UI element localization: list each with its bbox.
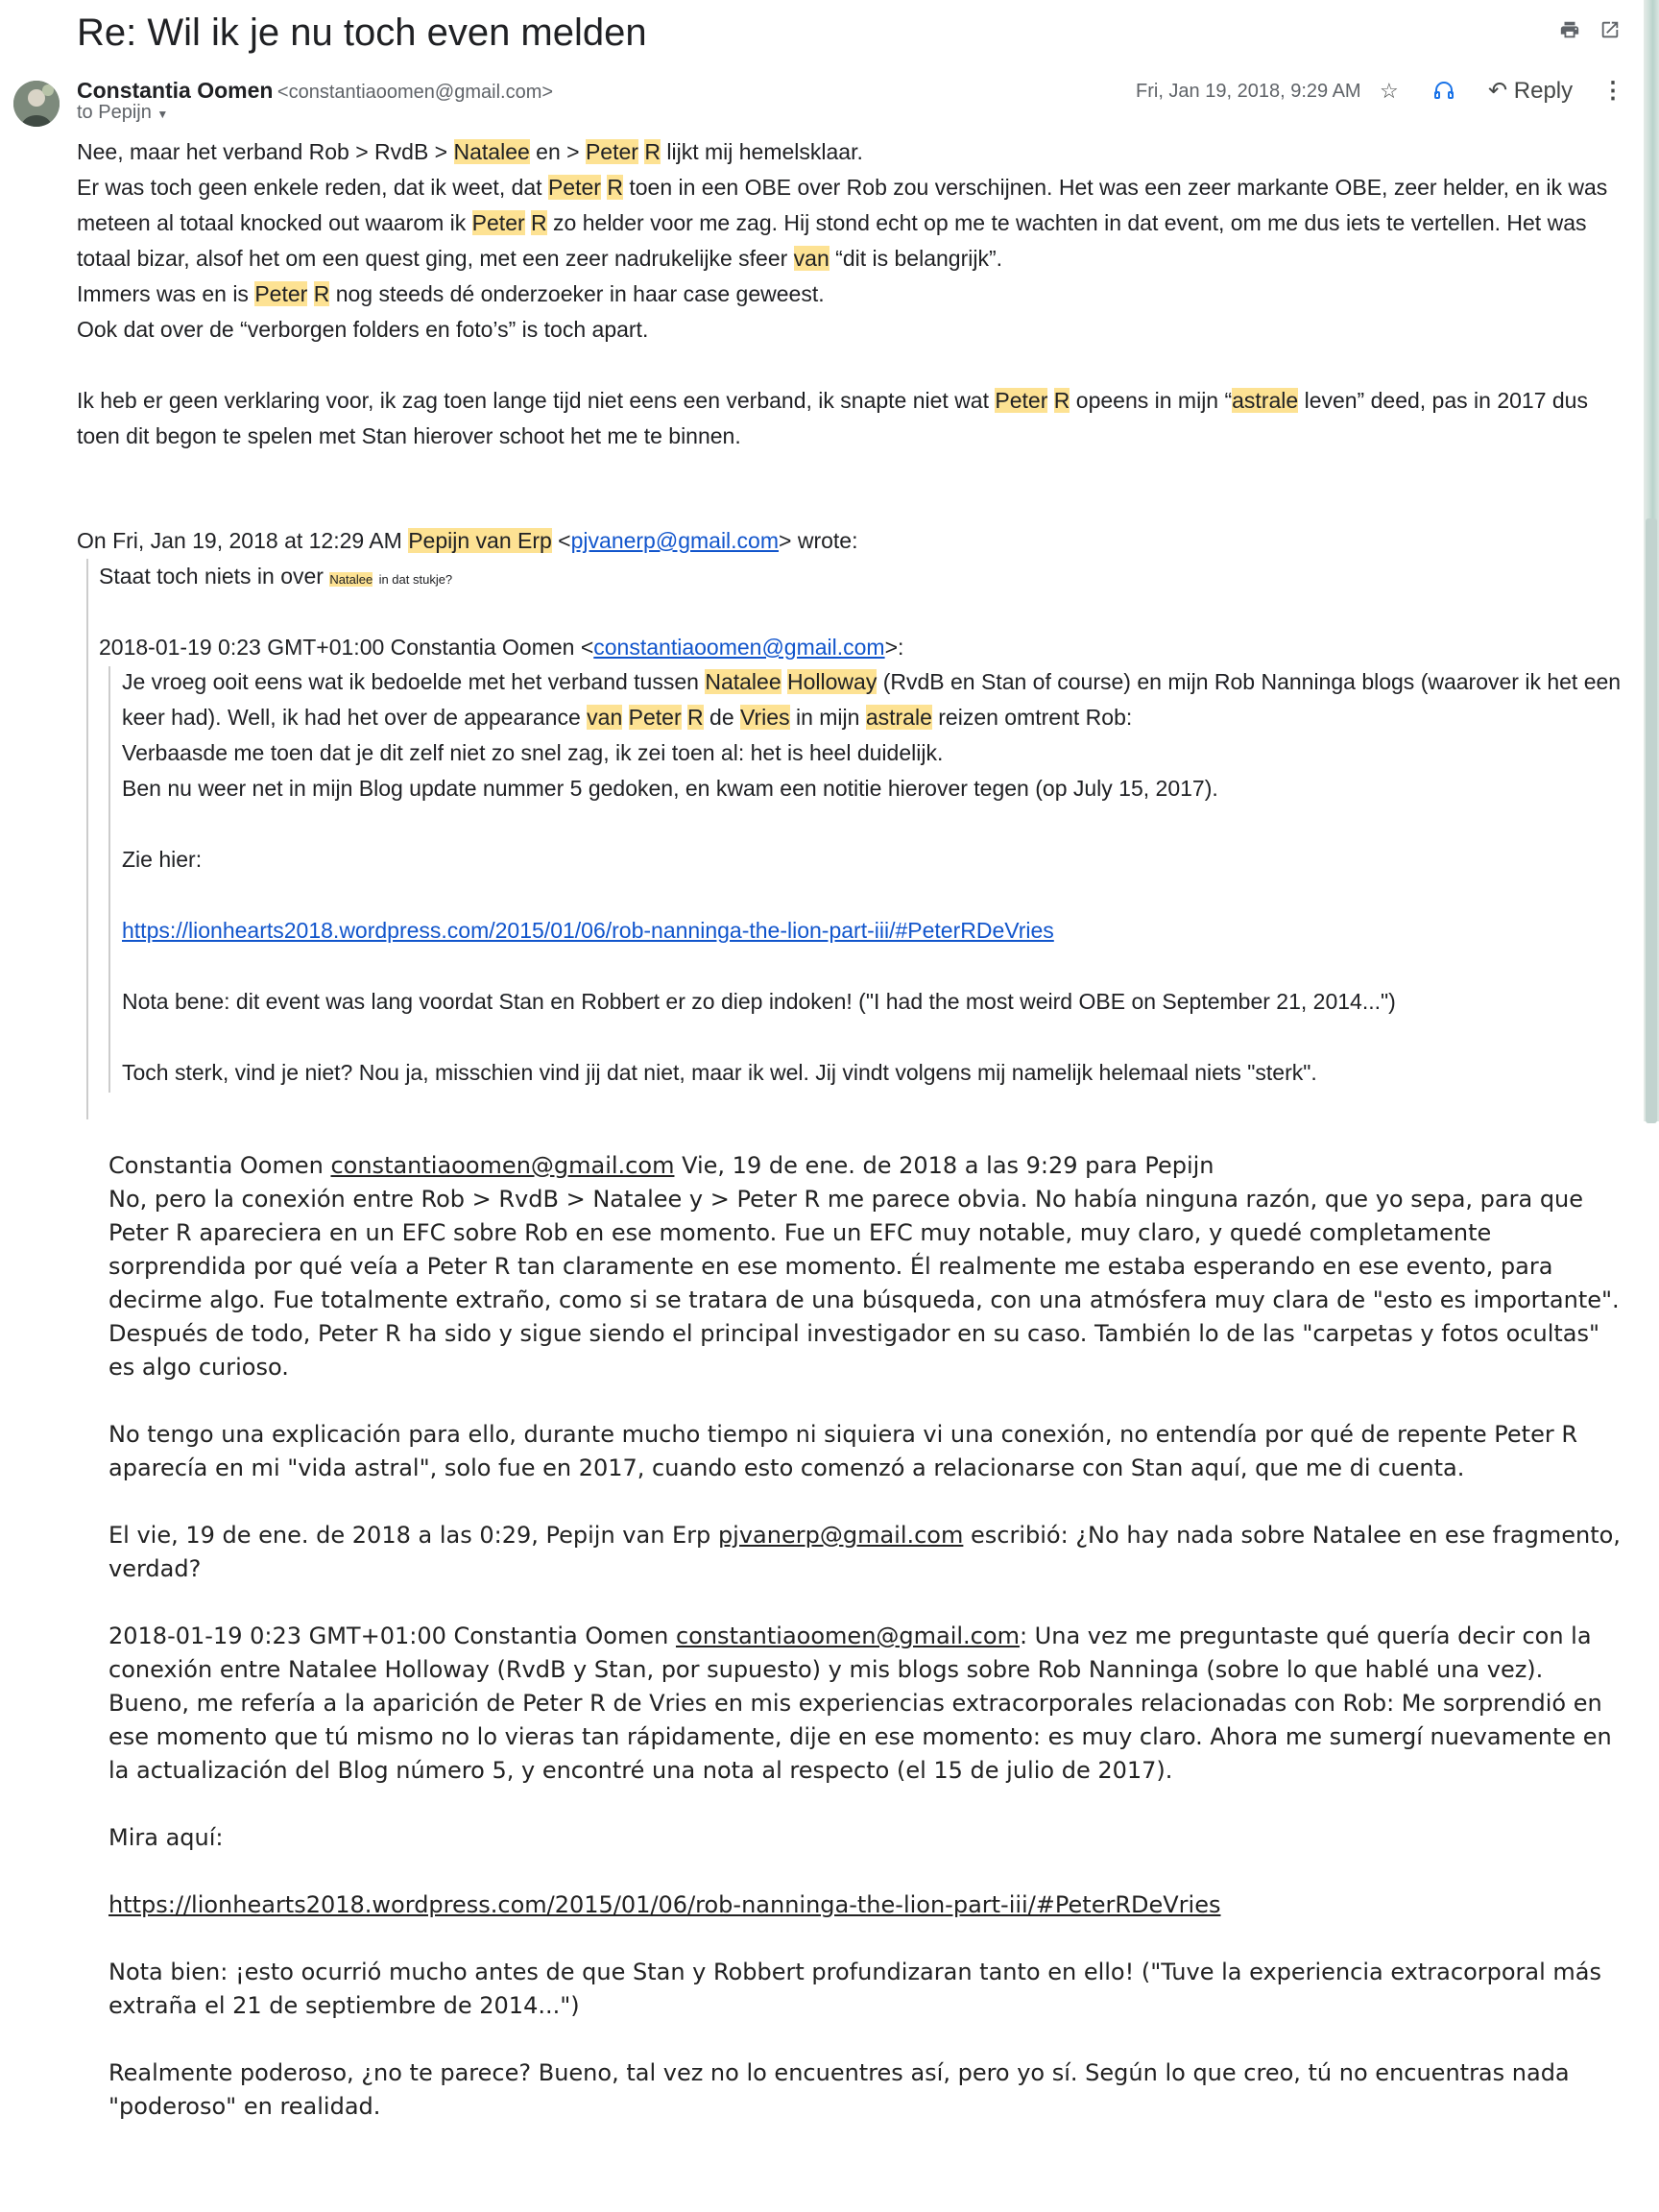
translation-paragraph: Nota bien: ¡esto ocurrió mucho antes de que Stan y Robbert profundizaran tanto en ello! ("Tuve la experiencia extracorporal más extraña el 21 de septiembre de 2014...") [108,1959,1602,2019]
translation-text: 2018-01-19 0:23 GMT+01:00 Constantia Oomen [108,1623,669,1649]
quote2-intro [99,630,1635,665]
search-highlight: Peter [995,388,1048,413]
quote-intro: On Fri, Jan 19, 2018 at 12:29 AM Pepijn van Erp <pjvanerp@gmail.com> wrote: [77,528,858,553]
quoted-small-text: in dat stukje? [378,572,453,587]
nested-paragraph: Je vroeg ooit eens wat ik bedoelde met het verband tussen Natalee Holloway (RvdB en Stan of course) en mijn Rob Nanninga blogs (waarover ik het een keer had). Well, ik had het over de appearance van Peter R de Vries in mijn astrale reizen omtrent Rob: [122,669,1622,730]
search-highlight: R [644,139,661,164]
nested-quote [122,664,1629,1091]
body-paragraph: Immers was en is Peter R nog steeds dé onderzoeker in haar case geweest. [77,281,825,306]
quote2-intro-end: >: [884,635,904,660]
more-vert-icon[interactable]: ⋮ [1601,78,1624,104]
translation-sender: Constantia Oomen [108,1152,324,1179]
quote-intro-name: Pepijn van Erp [408,528,552,553]
search-highlight: Natalee [453,139,530,164]
nested-paragraph: Verbaasde me toen dat je dit zelf niet zo snel zag, ik zei toen al: het is heel duidelijk. [122,740,944,765]
quoted-small-name: Natalee [329,572,373,587]
translation-text: escribió: ¿No hay nada sobre Natalee en ese fragmento, verdad? [108,1522,1621,1582]
chevron-down-icon[interactable]: ▼ [156,108,169,121]
headphones-icon[interactable] [1432,79,1455,108]
translation-sender-line [108,1149,1625,1183]
nested-paragraph: Toch sterk, vind je niet? Nou ja, misschien vind jij dat niet, maar ik wel. Jij vindt volgens mij namelijk helemaal niets "sterk". [122,1060,1317,1085]
body-paragraph: Ik heb er geen verklaring voor, ik zag toen lange tijd niet eens een verband, ik snapte niet wat Peter R opeens in mijn “astrale leven” deed, pas in 2017 dus toen dit begon te spelen met Stan hierover schoot het me te binnen. [77,388,1588,448]
translation-text: El vie, 19 de ene. de 2018 a las 0:29, Pepijn van Erp [108,1522,711,1549]
search-highlight: R [531,210,547,235]
search-highlight: van [793,246,830,271]
reply-icon: ↶ [1488,78,1508,104]
sender-email: <constantiaoomen@gmail.com> [276,82,554,103]
translation-blog-link[interactable]: https://lionhearts2018.wordpress.com/2015/01/06/rob-nanninga-the-lion-part-iii/#PeterRDeVries [108,1891,1221,1918]
sender-name: Constantia Oomen [77,78,274,103]
blog-link[interactable]: https://lionhearts2018.wordpress.com/2015/01/06/rob-nanninga-the-lion-part-iii/#PeterRDeVries [122,918,1054,943]
search-highlight: Peter [585,139,638,164]
search-highlight: astrale [865,705,932,730]
translation-paragraph: No tengo una explicación para ello, durante mucho tiempo ni siquiera vi una conexión, no entendía por qué de repente Peter R aparecía en mi "vida astral", solo fue en 2017, cuando esto comenzó a relacionarse con Stan aquí, que me di cuenta. [108,1421,1577,1481]
star-icon[interactable]: ☆ [1380,79,1399,103]
search-highlight: R [1053,388,1070,413]
nested-paragraph: Zie hier: [122,847,203,872]
search-highlight: Peter [547,175,601,200]
body-paragraph: Nee, maar het verband Rob > RvdB > Natalee en > Peter R lijkt mij hemelsklaar. [77,139,863,164]
translation-paragraph: Realmente poderoso, ¿no te parece? Bueno, tal vez no lo encuentres así, pero yo sí. Según lo que creo, tú no encuentras nada "poderoso" en realidad. [108,2059,1570,2120]
quoted-text: Staat toch niets in over [99,564,324,589]
translation-email-link[interactable]: constantiaoomen@gmail.com [330,1152,675,1179]
search-highlight: R [687,705,704,730]
search-highlight: Peter [628,705,682,730]
translation-paragraph: No, pero la conexión entre Rob > RvdB > Natalee y > Peter R me parece obvia. No había ninguna razón, que yo sepa, para que Peter R apareciera en un EFC sobre Rob en ese momento. Fue un EFC muy notable, muy claro, y quedé completamente sorprendida por qué veía a Peter R tan claramente en ese momento. Él realmente me estaba esperando en ese evento, para decirme algo. Fue totalmente extraño, como si se tratara de una búsqueda, con una atmósfera muy clara de "esto es importante". Después de todo, Peter R ha sido y sigue siendo el principal investigador en su caso. También lo de las "carpetas y fotos ocultas" es algo curioso. [108,1186,1620,1381]
avatar[interactable] [13,81,60,127]
translation-paragraph [108,1620,1625,1788]
nested-paragraph: Nota bene: dit event was lang voordat Stan en Robbert er zo diep indoken! ("I had the most weird OBE on September 21, 2014...") [122,989,1396,1014]
translation-date: Vie, 19 de ene. de 2018 a las 9:29 para Pepijn [682,1152,1214,1179]
open-in-new-icon[interactable] [1598,19,1623,44]
recipient-label: to Pepijn [77,102,152,123]
print-icon[interactable] [1557,19,1582,44]
quote2-email-link[interactable]: constantiaoomen@gmail.com [593,635,885,660]
quoted-reply [99,559,1635,597]
quote-bar [86,559,88,1119]
email-subject: Re: Wil ik je nu toch even melden [77,12,647,54]
search-highlight: Natalee [705,669,781,694]
quote-intro-date: On Fri, Jan 19, 2018 at 12:29 AM [77,528,402,553]
nested-paragraph: Ben nu weer net in mijn Blog update nummer 5 gedoken, en kwam een notitie hierover tegen (op July 15, 2017). [122,776,1218,801]
search-highlight: astrale [1232,388,1299,413]
message-date: Fri, Jan 19, 2018, 9:29 AM [1136,81,1361,102]
sender-line [77,78,553,104]
translation-paragraph: Mira aquí: [108,1824,224,1851]
search-highlight: Peter [254,281,308,306]
search-highlight: R [607,175,623,200]
quote-intro-email-link[interactable]: pjvanerp@gmail.com [570,528,780,553]
quote-bar-nested [108,666,110,1093]
search-highlight: Peter [471,210,525,235]
translation-block [108,1149,1625,2124]
translation-email-link[interactable]: pjvanerp@gmail.com [717,1522,964,1549]
translation-paragraph [108,1519,1625,1586]
reply-label: Reply [1513,78,1574,104]
scrollbar-thumb[interactable] [1646,518,1657,1123]
quote-intro-wrote: wrote: [797,528,858,553]
body-paragraph: Er was toch geen enkele reden, dat ik weet, dat Peter R toen in een OBE over Rob zou verschijnen. Het was een zeer markante OBE, zeer helder, en ik was meteen al totaal knocked out waarom ik Peter R zo helder voor me zag. Hij stond echt op me te wachten in dat event, om me dus iets te vertellen. Het was totaal bizar, alsof het om een quest ging, met een zeer nadrukelijke sfeer van “dit is belangrijk”. [77,175,1608,271]
translation-email-link[interactable]: constantiaoomen@gmail.com [675,1623,1020,1649]
reply-button[interactable] [1488,77,1573,105]
search-highlight: Vries [740,705,790,730]
body-paragraph: Ook dat over de “verborgen folders en foto’s” is toch apart. [77,317,649,342]
quote2-intro-text: 2018-01-19 0:23 GMT+01:00 Constantia Oomen < [99,635,594,660]
translation-text: : Una vez me preguntaste qué quería decir con la conexión entre Natalee Holloway (RvdB y Stan, por supuesto) y mis blogs sobre Rob Nanninga (sobre lo que hablé una vez). Bueno, me refería a la aparición de Peter R de Vries en mis experiencias extracorporales relacionadas con Rob: Me sorprendió en ese momento que tú mismo no lo vieras tan rápidamente, dije en ese momento: es muy claro. Ahora me sumergí nuevamente en la actualización del Blog número 5, y encontré una nota al respecto (el 15 de julio de 2017). [108,1623,1612,1784]
search-highlight: R [313,281,330,306]
recipient-line[interactable] [77,102,168,124]
search-highlight: van [587,705,623,730]
email-body [77,134,1632,454]
search-highlight: Holloway [787,669,878,694]
